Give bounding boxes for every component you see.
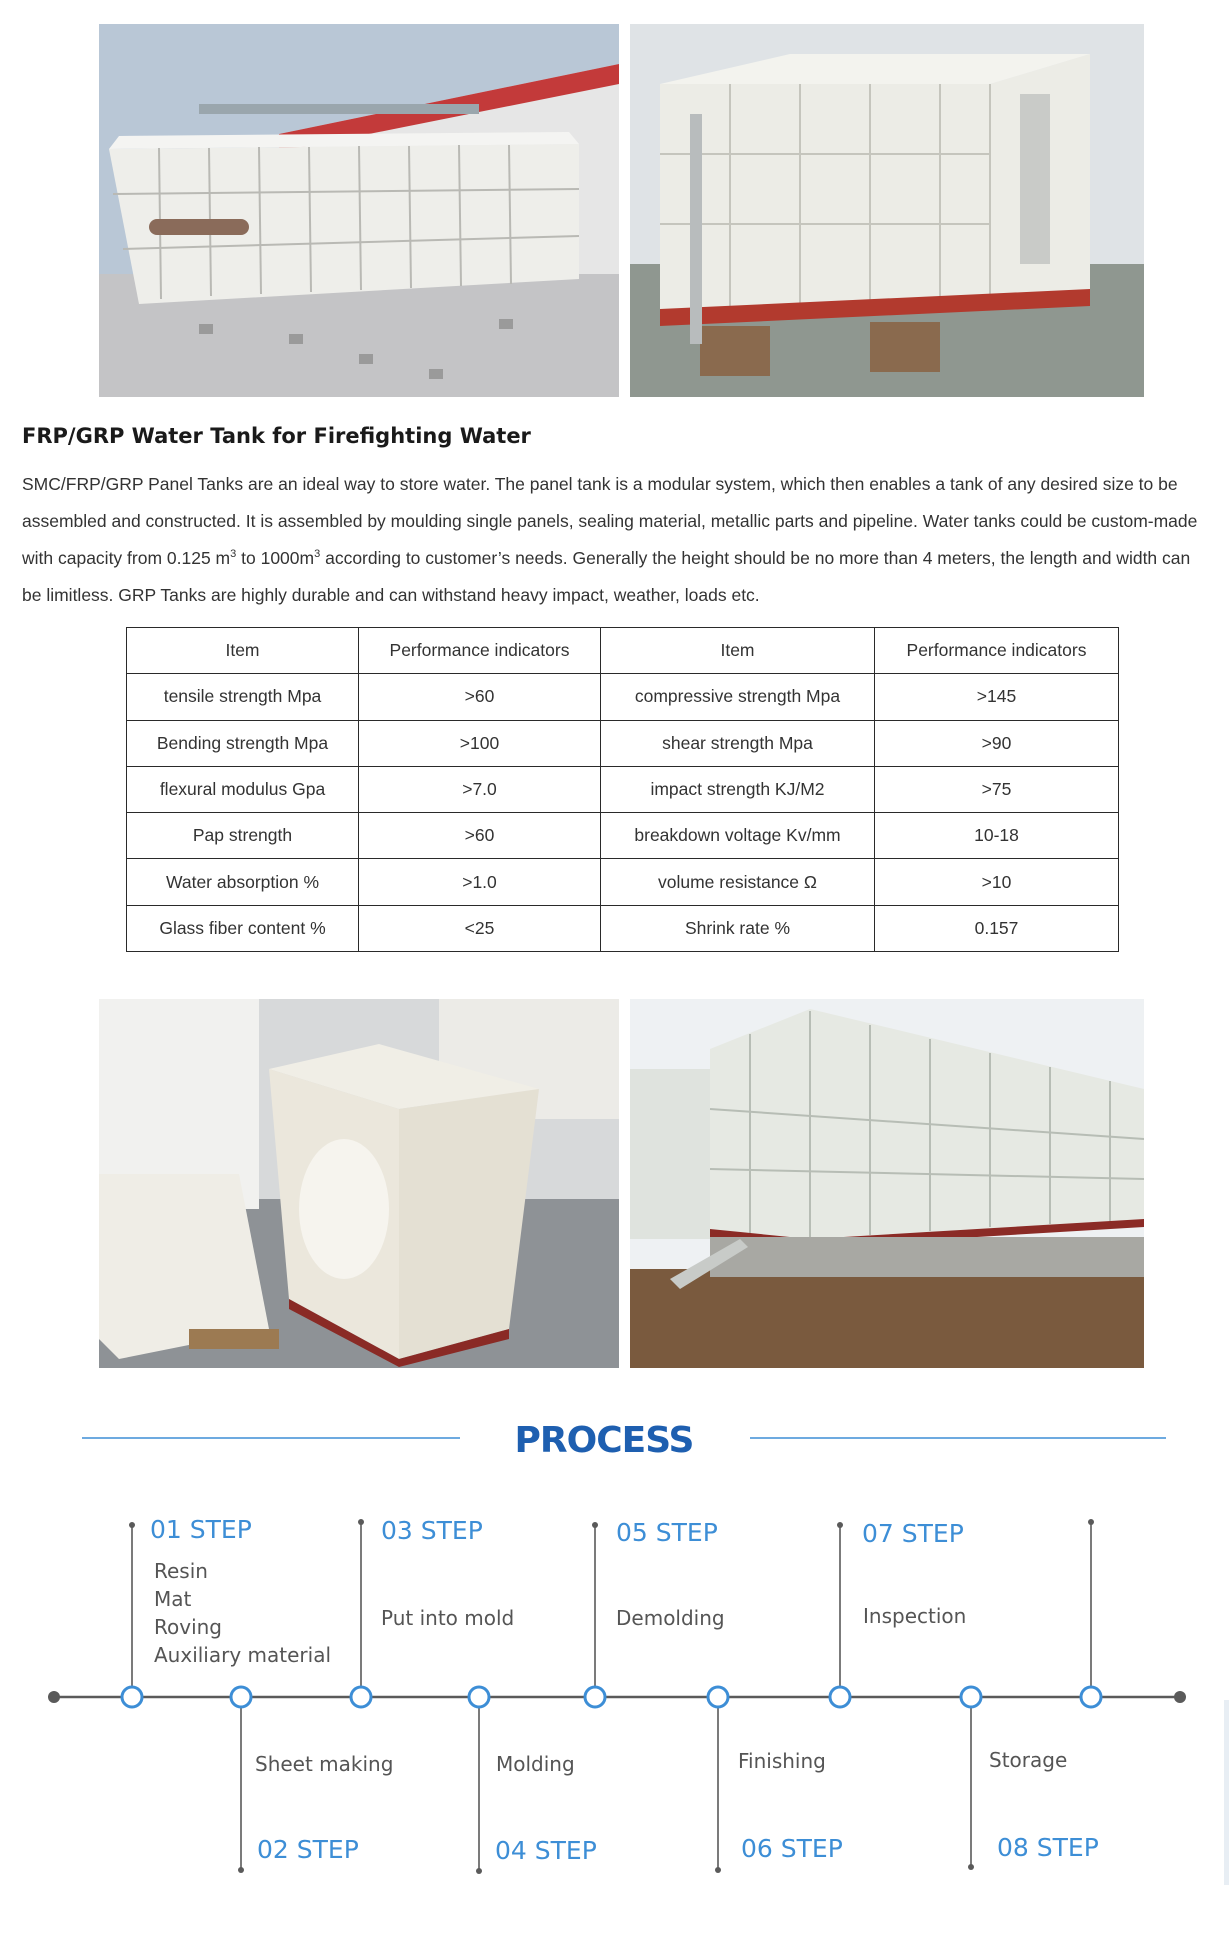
timeline-node xyxy=(708,1687,728,1707)
timeline-node xyxy=(830,1687,850,1707)
table-cell: flexural modulus Gpa xyxy=(127,766,359,812)
table-row xyxy=(127,766,1119,812)
timeline-endpoint-left xyxy=(48,1691,60,1703)
table-cell: >1.0 xyxy=(359,859,601,905)
step-text-01: Mat xyxy=(154,1587,192,1611)
table-row xyxy=(127,720,1119,766)
step-label-03: 03 STEP xyxy=(381,1516,483,1545)
table-cell: volume resistance Ω xyxy=(601,859,875,905)
table-cell: Water absorption % xyxy=(127,859,359,905)
step-label-08: 08 STEP xyxy=(997,1833,1099,1862)
table-header-cell: Item xyxy=(127,628,359,674)
table-row xyxy=(127,674,1119,720)
step-label-05: 05 STEP xyxy=(616,1518,718,1547)
table-cell: Shrink rate % xyxy=(601,905,875,951)
photo-warehouse-tank xyxy=(99,999,619,1368)
table-row xyxy=(127,813,1119,859)
step-label-01: 01 STEP xyxy=(150,1515,252,1544)
spec-table xyxy=(126,627,1119,952)
table-cell: tensile strength Mpa xyxy=(127,674,359,720)
timeline-node xyxy=(961,1687,981,1707)
timeline-node xyxy=(231,1687,251,1707)
description xyxy=(22,466,1212,614)
table-cell: Glass fiber content % xyxy=(127,905,359,951)
step-text-02: Sheet making xyxy=(255,1752,394,1776)
table-cell: >10 xyxy=(875,859,1119,905)
connector-dot xyxy=(238,1867,244,1873)
timeline-node xyxy=(1081,1687,1101,1707)
table-cell: breakdown voltage Kv/mm xyxy=(601,813,875,859)
step-label-04: 04 STEP xyxy=(495,1836,597,1865)
connector-dot xyxy=(358,1519,364,1525)
table-cell: >75 xyxy=(875,766,1119,812)
table-cell: Bending strength Mpa xyxy=(127,720,359,766)
connector-dot xyxy=(837,1522,843,1528)
superscript-2: 3 xyxy=(314,548,321,561)
step-text-08: Storage xyxy=(989,1748,1068,1772)
connector-dot xyxy=(968,1864,974,1870)
description-text-1: SMC/FRP/GRP Panel Tanks are an ideal way to store water. The panel tank is a modular system, which then enables a tank of any desired size to be assembled and constructed. It is assembled by moulding single panels, sealing material, metallic parts and pipeline. Water tanks could be custom-made with capacity from 0.125 m xyxy=(22,474,1198,568)
step-text-06: Finishing xyxy=(738,1749,826,1773)
table-cell: <25 xyxy=(359,905,601,951)
step-text-05: Demolding xyxy=(616,1606,725,1630)
step-label-02: 02 STEP xyxy=(257,1835,359,1864)
superscript-1: 3 xyxy=(230,548,237,561)
timeline-node xyxy=(122,1687,142,1707)
step-text-07: Inspection xyxy=(863,1604,967,1628)
step-text-04: Molding xyxy=(496,1752,575,1776)
table-cell: >100 xyxy=(359,720,601,766)
table-cell: Pap strength xyxy=(127,813,359,859)
table-cell: compressive strength Mpa xyxy=(601,674,875,720)
process-heading: PROCESS xyxy=(514,1420,694,1461)
timeline-node xyxy=(351,1687,371,1707)
table-cell: >7.0 xyxy=(359,766,601,812)
table-header-cell: Performance indicators xyxy=(359,628,601,674)
connector-dot xyxy=(1088,1519,1094,1525)
table-row xyxy=(127,905,1119,951)
step-label-06: 06 STEP xyxy=(741,1834,843,1863)
step-text-01: Resin xyxy=(154,1559,208,1583)
spec-table-body xyxy=(127,628,1119,952)
table-cell: 0.157 xyxy=(875,905,1119,951)
table-cell: >60 xyxy=(359,674,601,720)
step-text-03: Put into mold xyxy=(381,1606,515,1630)
connector-dot xyxy=(476,1868,482,1874)
table-header-cell: Performance indicators xyxy=(875,628,1119,674)
connector-dot xyxy=(592,1522,598,1528)
timeline-node xyxy=(469,1687,489,1707)
table-header-cell: Item xyxy=(601,628,875,674)
table-cell: >60 xyxy=(359,813,601,859)
description-text-2: to 1000m xyxy=(236,548,315,568)
photo-rooftop-tank xyxy=(99,24,619,397)
process-section xyxy=(0,1405,1230,1925)
step-label-07: 07 STEP xyxy=(862,1519,964,1548)
table-header-row xyxy=(127,628,1119,674)
table-cell: >90 xyxy=(875,720,1119,766)
table-cell: impact strength KJ/M2 xyxy=(601,766,875,812)
connector-dot xyxy=(715,1867,721,1873)
timeline-node xyxy=(585,1687,605,1707)
timeline-endpoint-right xyxy=(1174,1691,1186,1703)
table-cell: shear strength Mpa xyxy=(601,720,875,766)
photo-large-tank xyxy=(630,999,1144,1368)
connector-dot xyxy=(129,1522,135,1528)
table-cell: >145 xyxy=(875,674,1119,720)
description-text-3: according to customer’s needs. Generally the height should be no more than 4 meters, the length and width can be limitless. GRP Tanks are highly durable and can withstand heavy impact, weather, loads etc. xyxy=(22,548,1191,605)
page-title: FRP/GRP Water Tank for Firefighting Water xyxy=(22,424,531,448)
photo-elevated-tank xyxy=(630,24,1144,397)
edge-strip xyxy=(1224,1700,1229,1885)
table-cell: 10-18 xyxy=(875,813,1119,859)
table-row xyxy=(127,859,1119,905)
step-text-01: Auxiliary material xyxy=(154,1643,332,1667)
step-text-01: Roving xyxy=(154,1615,222,1639)
